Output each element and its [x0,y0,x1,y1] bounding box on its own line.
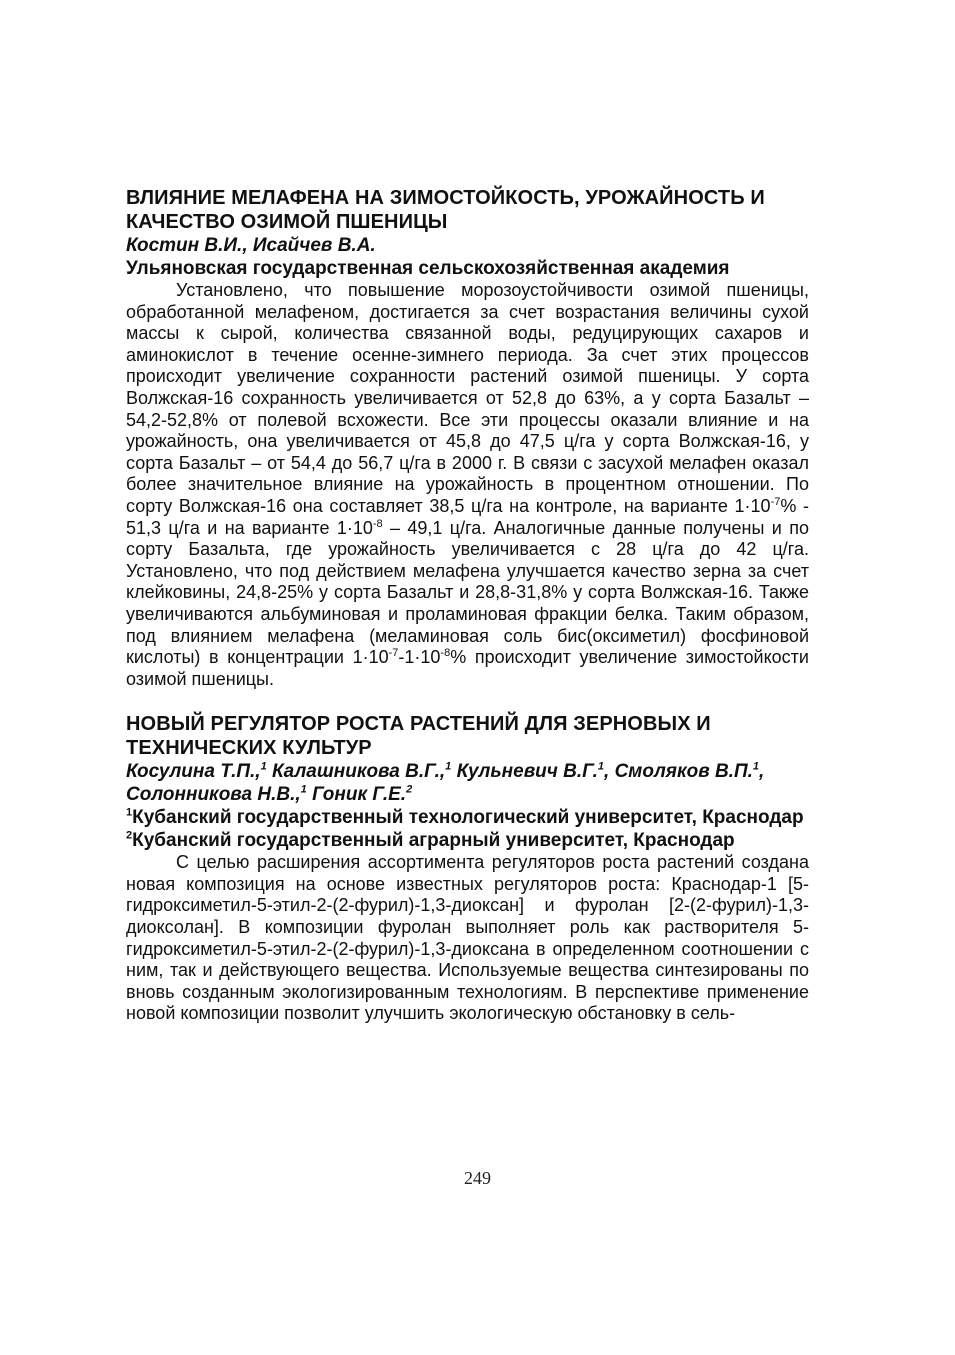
page-content [126,186,809,1025]
section-gap [126,690,809,712]
affiliation-mark: 1 [260,760,267,773]
article2-authors: Косулина Т.П.,$^1$ Калашникова В.Г.,$^1$ Кульневич В.Г.$^1$, Смоляков В.П.$^1$, Солонникова Н.В.,$^1$ Гоник Г.Е.$^2$ [126,760,765,806]
affiliation-mark: 1 [445,760,452,773]
article1-body-part2: % - 51,3 ц/га и на варианте 1·10 [126,495,809,538]
author-name: Кульневич В.Г. [456,761,598,783]
exponent: -7 [388,647,399,660]
article2-affiliation-2 [126,829,809,852]
article2-body: С целью расширения ассортимента регуляторов роста растений создана новая композиция на основе известных регуляторов роста: Краснодар-1 [5-гидроксиметил-5-этил-2-(2-фурил)-1,3-диоксан] и фуролан [2-(2-фурил)-1,3-диоксолан]. В композиции фуролан выполняет роль как растворителя 5-гидроксиметил-5-этил-2-(2-фурил)-1,3-диоксана в определенном соотношении с ним, так и действующего вещества. Используемые вещества синтезированы по вновь созданным экологизированным технологиям. В перспективе применение новой композиции позволит улучшить экологическую обстановку в сель- [126,852,809,1024]
page-number: 249 [464,1168,491,1188]
exponent: -7 [770,495,781,508]
affiliation-mark: 2 [126,829,133,842]
exponent: -8 [372,517,383,530]
author-name: Калашникова В.Г., [271,761,446,783]
affiliation-mark: 1 [752,760,760,773]
article1-authors: Костин В.И., Исайчев В.А. [126,235,376,256]
article1-affiliation: Ульяновская государственная сельскохозяйственная академия [126,258,730,279]
article1-body-part4: -1·10 [398,647,441,668]
author-name: Смоляков В.П. [614,761,753,783]
article1-body-part5: % происходит увеличение зимостойкости озимой пшеницы. [126,647,809,689]
affiliation-text: Кубанский государственный аграрный университет, Краснодар [132,830,735,852]
article2-title: НОВЫЙ РЕГУЛЯТОР РОСТА РАСТЕНИЙ ДЛЯ ЗЕРНОВЫХ И ТЕХНИЧЕСКИХ КУЛЬТУР [126,713,711,760]
article1-body [126,280,809,690]
exponent: -8 [440,647,451,660]
author-name: Косулина Т.П., [126,761,261,783]
article1-title: ВЛИЯНИЕ МЕЛАФЕНА НА ЗИМОСТОЙКОСТЬ, УРОЖАЙНОСТЬ И КАЧЕСТВО ОЗИМОЙ ПШЕНИЦЫ [126,187,765,233]
author-name: Солонникова Н.В., [126,784,301,806]
affiliation-mark: 2 [406,783,413,796]
article1-body-part1: Установлено, что повышение морозоустойчивости озимой пшеницы, обработанной мелафеном, достигается за счет возрастания величины сухой массы к сырой, количества связанной воды, редуцирующих сахаров и аминокислот в течение осенне-зимнего периода. За счет этих процессов происходит увеличение сохранности растений озимой пшеницы. У сорта Волжская-16 сохранность увеличивается от 52,8 до 63%, а у сорта Базальт – 54,2-52,8% от полевой всхожести. Все эти процессы оказали влияние и на урожайность, она увеличивается от 45,8 до 47,5 ц/га у сорта Волжская-16, у сорта Базальт – от 54,4 до 56,7 ц/га в 2000 г. В связи с засухой мелафен оказал более значительное влияние на урожайность в процентном отношении. По сорту Волжская-16 она составляет 38,5 ц/га на контроле, на варианте 1·10 [126,280,809,516]
article1-body-part3: – 49,1 ц/га. Аналогичные данные получены и по сорту Базальта, где урожайность увеличивается с 28 ц/га до 42 ц/га. Установлено, что под действием мелафена улучшается качество зерна за счет клейковины, 24,8-25% у сорта Базальт и 28,8-31,8% у сорта Волжская-16. Также увеличиваются альбуминовая и проламиновая фракции белка. Таким образом, под влиянием мелафена (меламиновая соль бис(оксиметил) фосфиновой кислоты) в концентрации 1·10 [126,517,809,668]
affiliation-text: Кубанский государственный технологический университет, Краснодар [132,807,804,829]
article2-affiliation-1 [126,806,809,829]
author-name: Гоник Г.Е. [312,784,407,806]
affiliation-mark: 1 [300,783,307,796]
affiliation-mark: 1 [597,760,605,773]
affiliation-mark: 1 [126,806,133,819]
